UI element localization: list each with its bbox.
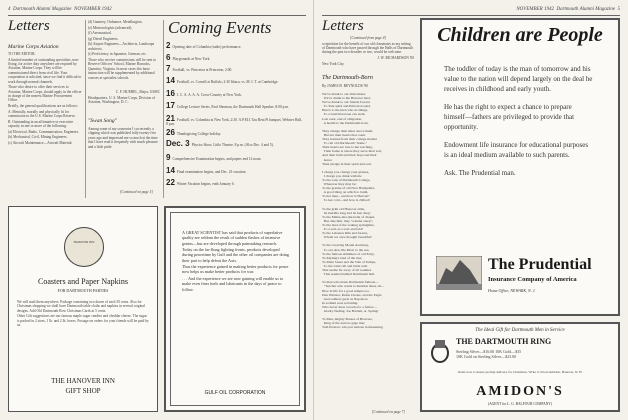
letters-title: Letters <box>322 18 364 34</box>
swan-song-title: "Swan Song" <box>88 118 117 124</box>
gulf-ad-body: A GREAT SCIENTIST has said that products of superlative quality are seldom the result of sudden flashes of intensive genius—but are developed through painstaking research. Today on the far-flung fighting fronts, products developed during peacetime by Gulf and the other oil companies are doing their part to help defeat the Axis. Thus the experience gained in making better products for peace now helps us make better products for war. . . . And the experience we are now gaining will enable us to make even finer fuels and lubricants in the days of peace to follow. <box>182 230 289 292</box>
running-head-right: NOVEMBER 1942 Dartmouth Alumni Magazine 5 <box>516 7 620 12</box>
event-day: 17 <box>166 100 175 110</box>
event-item <box>166 139 302 148</box>
hanover-ad-title: Coasters and Paper Napkins <box>38 277 128 286</box>
event-item <box>166 100 302 110</box>
hanover-ad-name: THE HANOVER INN <box>51 377 115 385</box>
rock-of-gibraltar-icon <box>436 256 482 290</box>
event-text: Football, vs. Princeton at Princeton, 2:00. <box>172 68 233 72</box>
prudential-headline: Children are People <box>437 24 603 46</box>
event-text: Football, vs. Columbia at New York, 2:30. A.P.M.I. Tau Beta Pi banquet, Webster Hall, 8 p.m. <box>166 118 303 127</box>
event-item <box>166 64 302 73</box>
event-day: 22 <box>166 177 175 187</box>
ring-ad-title: THE DARTMOUTH RING <box>456 337 552 346</box>
hanover-seal-icon: HANOVER INN <box>64 227 104 267</box>
continued-note: [Continued on page 5] <box>120 190 153 194</box>
hanover-ad-shop: GIFT SHOP <box>65 387 101 395</box>
event-text: College Lecture Series, Paul Sherman, the Dartmouth Hall Speaker, 8:00 p.m. <box>176 104 290 109</box>
letters-col2: (d) Gunnery, Ordnance, Metallurgists. (e) Meteorologists (advanced). (f) Aeronautical. (g) Diesel Engineers. (h) Airport Engineers—Architects, Landscape architects. (i) Proficiency in Japanese, German, etc. Those who receive commissions will be sent to Reserve Officers' School, Marine Barracks, Quantico, Virginia. In most cases this basic instruction will be supplemented by additional courses at specialist schools. <box>88 20 156 80</box>
event-day: 16 <box>166 89 175 98</box>
event-text: Winter Vacation begins, ends January 6. <box>176 181 235 186</box>
poem-title: The Dartmouth-Born <box>322 75 373 81</box>
gulf-oil-ad <box>164 206 306 412</box>
event-text: Opening date of Columbia (radio) performance. <box>172 45 242 49</box>
event-text: Football, vs. Cornell at Buffalo, 2:30 Ithaca, vs. M. I. T. at Cambridge. <box>176 79 279 84</box>
swan-song-text: Among some of my souvenirs I cut recently a clipping which was published fully twenty-five years ago and impressed me so much at the time that I have read it frequently with much pleasure and a little pride. <box>88 127 158 149</box>
event-day: 2 <box>166 41 171 50</box>
event-text: Physics Show, Little Theatre, 8 p.m. (Also Dec. 4 and 5). <box>191 143 274 147</box>
hanover-ad-subtitle: FOR DARTMOUTH PARTIES <box>57 288 109 293</box>
letters-subhead: Marine Corps Aviation <box>8 44 59 50</box>
right-page <box>314 0 628 420</box>
event-item <box>166 114 303 127</box>
event-item <box>166 152 302 162</box>
hanover-ad-body: We will mail them anywhere. Package containing two dozen of each 50 cents. Also for Christmas shopping we shall have Dartmouth table cloths and napkins in several original designs. Add Old Dartmouth Row Christmas Cards at 5 cents. Other Gift suggestions are our famous maple sugar candies and cheddar cheese. The sugar is packed in 2 sizes, 1 lb. and 2 lb. boxes. Postage on orders for your friends will be paid by us. <box>17 300 149 328</box>
event-day: 7 <box>166 64 171 73</box>
gulf-ad-company: GULF OIL CORPORATION <box>204 390 266 396</box>
event-item <box>166 41 302 50</box>
hanover-inn-ad <box>8 206 158 412</box>
event-day: Dec. 3 <box>166 139 190 148</box>
event-day: 9 <box>166 152 171 162</box>
poem-text: We've drunk to our alma mater, We've drunk to the Hanover land, We've drunk to our friends forever To Yale spirit and Princeton sand. Here's to the men who do things, To a band that none can stem, Last toast, end of obligation, A health to the Dartmouth-born. They change their skies above them, But not their hearts that roam. They learned from their college mother To call old Dartmouth "home." Their hearts are true to her teaching, Their home is where they serve their soil, And their faith and their hope and their honor Their pledge in their spirit and soil. I charge you change your glasses, I charge you drink with me To the sons of Dartmouth College, Wherever they may be; To the granite of old New Hampshire, A good thing on which to build, To her men—and how is Heaven? To her cold—and how is chilled! To the grim old Hanover elms, Its meridia long and its feet deep; To the Maine-alta-the-belle of chapel, But, like him, they "wander sleep"; To the land of the waking springtime, To a soil, as a soil, and fold! To the Lebanon hills and forests, Whom we once thought beautiful! To the towering Mount Ascutney, To our dear Ole River to the sea, To the famous shimmers of old Fairy, To Kipling's land of the tree; To Main Street and the Vale of Tempe, To the wind call and brick wall. That seems far away of all routines That seemed behind Dartmouth hall. To men who made Dartmouth famous— "Teacher who wants to mention those all— How in life for a good temple too. Dan Webster, Rufus Choate, and the Eagle And soldiers great as Napoleon In sodium sons revisiting. Who never drew records for a fellow— Gladry finding. Joe Bartlett, A. Spring! To Men, mighty Bosses of Brawses, King of the narrow gage line; Tom Preston, who put nations in measuring <box>322 92 385 330</box>
continued-note: [Continued on page 7] <box>372 410 405 414</box>
col-divider <box>85 20 86 198</box>
event-item <box>166 127 302 137</box>
dartmouth-ring-ad <box>420 322 620 412</box>
prudential-home-office: Home Office, NEWARK, N. J. <box>488 288 536 293</box>
event-day: 6 <box>166 52 171 62</box>
event-text: I. C. A. A. A. A. Cross-Country at New York. <box>176 93 242 97</box>
col-divider <box>163 20 164 198</box>
event-day: 14 <box>166 75 175 85</box>
letters-col1: TO THE EDITOR: A limited number of outstanding specialists, non-flying, for active duty anywhere are required by Aviation, Marine Corps. They will be commissioned direct from civil life. Your cooperation is solicited, since we find it difficult to work through normal channels. Those who desire to offer their services to Aviation, Marine Corps, should apply in the officer in charge of the nearest Marine Procurement Office. Briefly, the general qualifications are as follows: A. Mentally, morally and physically fit for commission in the U.S. Marine Corps Reserve. B. Outstanding in an affirmative or executive capacity in one or more of the following: (a) Electrical, Radio, Communication, Engineers. (b) Mechanical, Civil, Mining Engineers. (c) Aircraft Maintenance—Aircraft Material. <box>8 52 82 145</box>
prudential-brand-sub: Insurance Company of America <box>488 276 577 283</box>
running-head-left: 4 Dartmouth Alumni Magazine NOVEMBER 1942 <box>8 7 112 12</box>
event-text: Playgrounds at New York. <box>172 56 211 61</box>
event-day: 21 <box>166 114 175 123</box>
letters-intro: [Continued from page 4] a repetition for the benefit of our old classmates as my setting of Dartmouth who have passed through the Halls of Dartmouth during the past two decades or two, would be welcome. J. W. RICHARDSON '00 New York City. <box>322 36 414 66</box>
head-rule <box>322 15 620 16</box>
event-text: Comprehensive Examination begins, and papers end 12 noon. <box>172 156 262 161</box>
ring-ad-order-note: Order now to insure prompt delivery for Christmas. Write to Wood Amidon, Hanover, N. H. <box>457 370 583 374</box>
event-text: Final examination begins, and Dec. 23 vacation. <box>176 170 247 174</box>
prudential-body: The toddler of today is the man of tomorrow and his value to the nation will depend largely on the deal he receives in childhood and early youth. He has the right to expect a chance to prepare himself—fathers are privileged to provide that opportunity. Endowment life insurance for educational purposes is an ideal medium available to such parents. Ask. The Prudential man. <box>444 65 593 177</box>
event-item <box>166 166 302 175</box>
prudential-brand: The Prudential <box>488 256 592 273</box>
event-item <box>166 52 302 62</box>
ring-ad-tag: The Ideal Gift for Dartmouth Men in Service <box>475 328 565 333</box>
event-day: 26 <box>166 127 175 137</box>
event-text: Thanksgiving College holiday. <box>176 131 222 136</box>
coming-events-title: Coming Events <box>168 18 272 37</box>
ring-ad-prices: Sterling Silver—$16.00 10K Gold—$35 10K Gold on Sterling Silver—$23.00 <box>456 349 522 359</box>
event-item <box>166 177 302 187</box>
amidons-brand: AMIDON'S <box>476 384 564 399</box>
head-rule <box>8 15 306 16</box>
event-item <box>166 75 302 85</box>
poem-author: By JAMES B. REYNOLDS '90 <box>322 84 368 88</box>
event-day: 14 <box>166 166 175 175</box>
letters-title: Letters <box>8 18 50 34</box>
prudential-ad <box>420 18 620 316</box>
event-item <box>166 89 302 98</box>
amidons-agent: (AGENT for L. G. BALFOUR COMPANY) <box>487 402 553 406</box>
ring-icon <box>430 338 450 364</box>
letters-signature-block: C. F. HUEBEL, Major, USMC Headquarters, U. S. Marine Corps, Division of Aviation, Washington, D. C. <box>88 90 160 104</box>
